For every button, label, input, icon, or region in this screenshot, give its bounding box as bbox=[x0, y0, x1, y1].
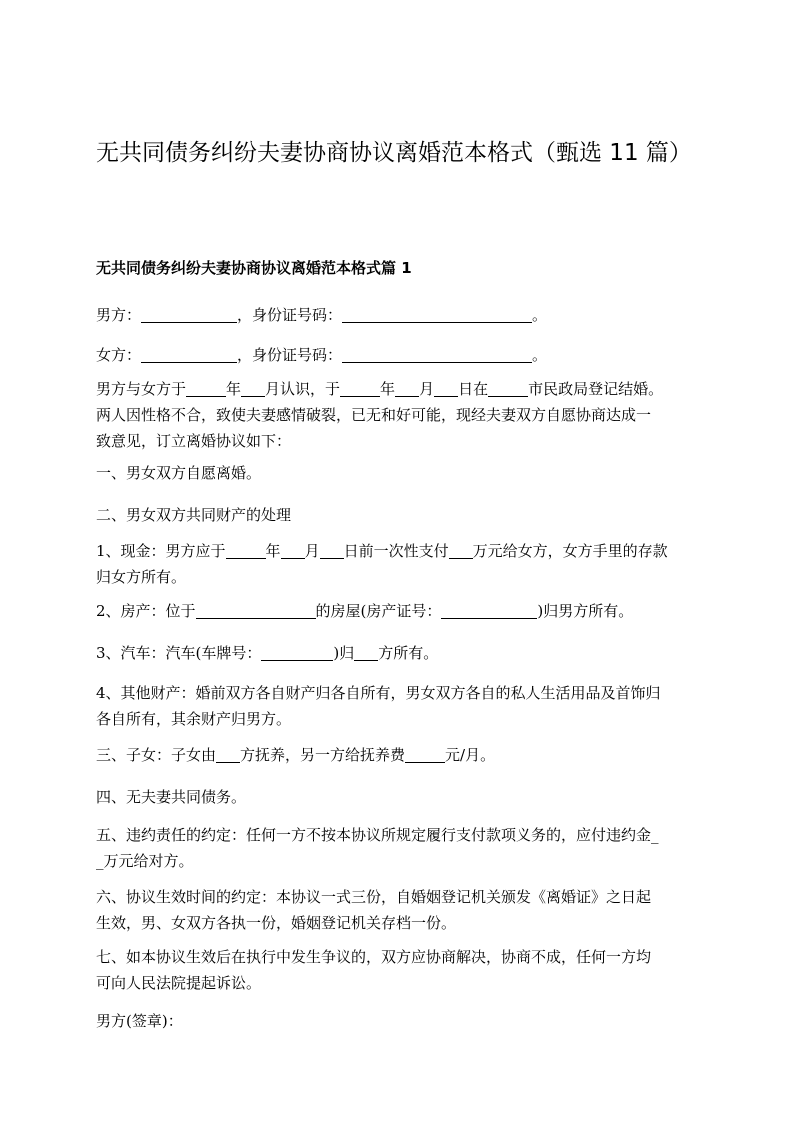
blank bbox=[441, 602, 537, 619]
text: 三、子女：子女由 bbox=[96, 746, 217, 764]
blank bbox=[261, 644, 333, 661]
text: 年 bbox=[265, 542, 281, 560]
blank bbox=[226, 542, 266, 559]
wife-id-blank bbox=[342, 346, 532, 363]
text: 各自所有，其余财产归男方。 bbox=[96, 710, 292, 728]
text: 日前一次性支付 bbox=[343, 542, 449, 560]
blank bbox=[340, 380, 380, 397]
text: 方所有。 bbox=[378, 644, 439, 662]
blank bbox=[241, 380, 265, 397]
wife-info-line bbox=[96, 342, 706, 368]
husband-name-blank bbox=[141, 306, 237, 323]
text: 方抚养，另一方给抚养费 bbox=[240, 746, 406, 764]
text: 万元给女方，女方手里的存款 bbox=[472, 542, 668, 560]
intro-line-3: 致意见，订立离婚协议如下： bbox=[96, 432, 292, 450]
wife-name-blank bbox=[141, 346, 237, 363]
blank bbox=[395, 380, 419, 397]
car-clause bbox=[96, 640, 706, 666]
text: 市民政局登记结婚。 bbox=[528, 380, 664, 398]
document-title: 无共同债务纠纷夫妻协商协议离婚范本格式（甄选 11 篇） bbox=[96, 140, 692, 166]
intro-line-2: 两人因性格不合，致使夫妻感情破裂，已无和好可能，现经夫妻双方自愿协商达成一 bbox=[96, 406, 652, 424]
intro-line-1 bbox=[96, 376, 706, 402]
husband-signature: 男方(签章)： bbox=[96, 1012, 183, 1030]
text: )归 bbox=[333, 644, 355, 662]
blank bbox=[434, 380, 458, 397]
breach-clause bbox=[96, 822, 706, 874]
clause-4: 四、无夫妻共同债务。 bbox=[96, 788, 247, 806]
blank bbox=[488, 380, 528, 397]
text: 4、其他财产：婚前双方各自财产归各自所有，男女双方各自的私人生活用品及首饰归 bbox=[96, 684, 661, 702]
period: 。 bbox=[532, 346, 548, 364]
cash-clause bbox=[96, 538, 706, 590]
blank bbox=[405, 746, 445, 763]
house-clause bbox=[96, 598, 706, 624]
wife-id-label: ，身份证号码： bbox=[237, 346, 343, 364]
husband-info-line bbox=[96, 302, 706, 328]
text: 3、汽车：汽车(车牌号： bbox=[96, 644, 262, 662]
text: 男方与女方于 bbox=[96, 380, 187, 398]
blank bbox=[449, 542, 473, 559]
husband-label: 男方： bbox=[96, 306, 142, 324]
period: 。 bbox=[532, 306, 548, 324]
text: 2、房产：位于 bbox=[96, 602, 196, 620]
section-title: 无共同债务纠纷夫妻协商协议离婚范本格式篇 1 bbox=[96, 259, 412, 277]
blank bbox=[216, 746, 240, 763]
wife-label: 女方： bbox=[96, 346, 142, 364]
text: 六、协议生效时间的约定：本协议一式三份，自婚姻登记机关颁发《离婚证》之日起 bbox=[96, 888, 652, 906]
text: 月 bbox=[304, 542, 320, 560]
text: 元/月。 bbox=[445, 746, 496, 764]
blank bbox=[320, 542, 344, 559]
text: 日在 bbox=[458, 380, 489, 398]
clause-2: 二、男女双方共同财产的处理 bbox=[96, 506, 292, 524]
text: 可向人民法院提起诉讼。 bbox=[96, 974, 262, 992]
text: 1、现金：男方应于 bbox=[96, 542, 226, 560]
text: 年 bbox=[226, 380, 242, 398]
blank bbox=[186, 380, 226, 397]
text: 生效，男、女双方各执一份，婚姻登记机关存档一份。 bbox=[96, 914, 457, 932]
effective-clause bbox=[96, 884, 706, 936]
text: 的房屋(房产证号： bbox=[315, 602, 442, 620]
blank bbox=[196, 602, 316, 619]
text: _万元给对方。 bbox=[96, 852, 194, 870]
text: 月 bbox=[419, 380, 435, 398]
text: 月认识，于 bbox=[265, 380, 341, 398]
cash-line-1 bbox=[96, 538, 706, 564]
husband-id-label: ，身份证号码： bbox=[237, 306, 343, 324]
husband-id-blank bbox=[342, 306, 532, 323]
children-clause bbox=[96, 742, 706, 768]
blank bbox=[281, 542, 305, 559]
clause-1: 一、男女双方自愿离婚。 bbox=[96, 464, 262, 482]
intro-paragraph bbox=[96, 376, 706, 454]
text: )归男方所有。 bbox=[537, 602, 634, 620]
text: 五、违约责任的约定：任何一方不按本协议所规定履行支付款项义务的，应付违约金_ bbox=[96, 826, 659, 844]
text: 年 bbox=[380, 380, 396, 398]
dispute-clause bbox=[96, 944, 706, 996]
cash-line-2: 归女方所有。 bbox=[96, 568, 187, 586]
blank bbox=[354, 644, 378, 661]
other-property-clause bbox=[96, 680, 706, 732]
text: 七、如本协议生效后在执行中发生争议的，双方应协商解决，协商不成，任何一方均 bbox=[96, 948, 652, 966]
